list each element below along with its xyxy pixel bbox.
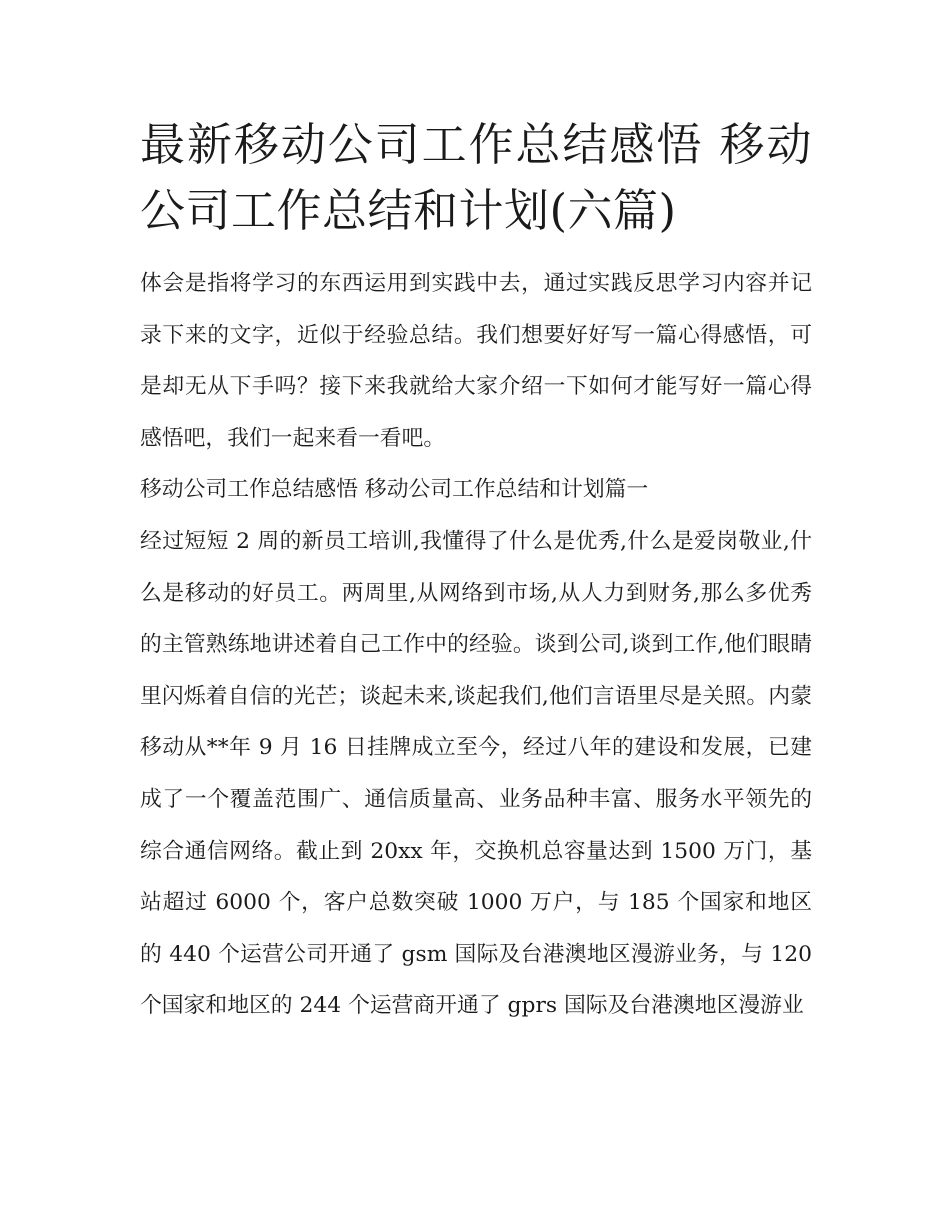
document-title: 最新移动公司工作总结感悟 移动公司工作总结和计划(六篇) xyxy=(140,118,812,237)
section-heading: 移动公司工作总结感悟 移动公司工作总结和计划篇一 xyxy=(140,477,649,503)
intro-paragraph: 体会是指将学习的东西运用到实践中去，通过实践反思学习内容并记录下来的文字，近似于经验总结。我们想要好好写一篇心得感悟，可是却无从下手吗？接下来我就给大家介绍一下如何才能写好一篇心得感悟吧，我们一起来看一看吧。 xyxy=(140,271,812,451)
body-paragraph: 经过短短 2 周的新员工培训,我懂得了什么是优秀,什么是爱岗敬业,什么是移动的好员工。两周里,从网络到市场,从人力到财务,那么多优秀的主管熟练地讲述着自己工作中的经验。谈到公司,谈到工作,他们眼睛里闪烁着自信的光芒；谈起未来,谈起我们,他们言语里尽是关照。内蒙移动从**年 9 月 16 日挂牌成立至今，经过八年的建设和发展，已建成了一个覆盖范围广、通信质量高、业务品种丰富、服务水平领先的综合通信网络。截止到 20xx 年，交换机总容量达到 1500 万门，基站超过 6000 个，客户总数突破 1000 万户，与 185 个国家和地区的 440 个运营公司开通了 gsm 国际及台港澳地区漫游业务，与 120 个国家和地区的 244 个运营商开通了 gprs 国际及台港澳地区漫游业 xyxy=(140,528,812,1019)
document-body xyxy=(140,112,812,1032)
